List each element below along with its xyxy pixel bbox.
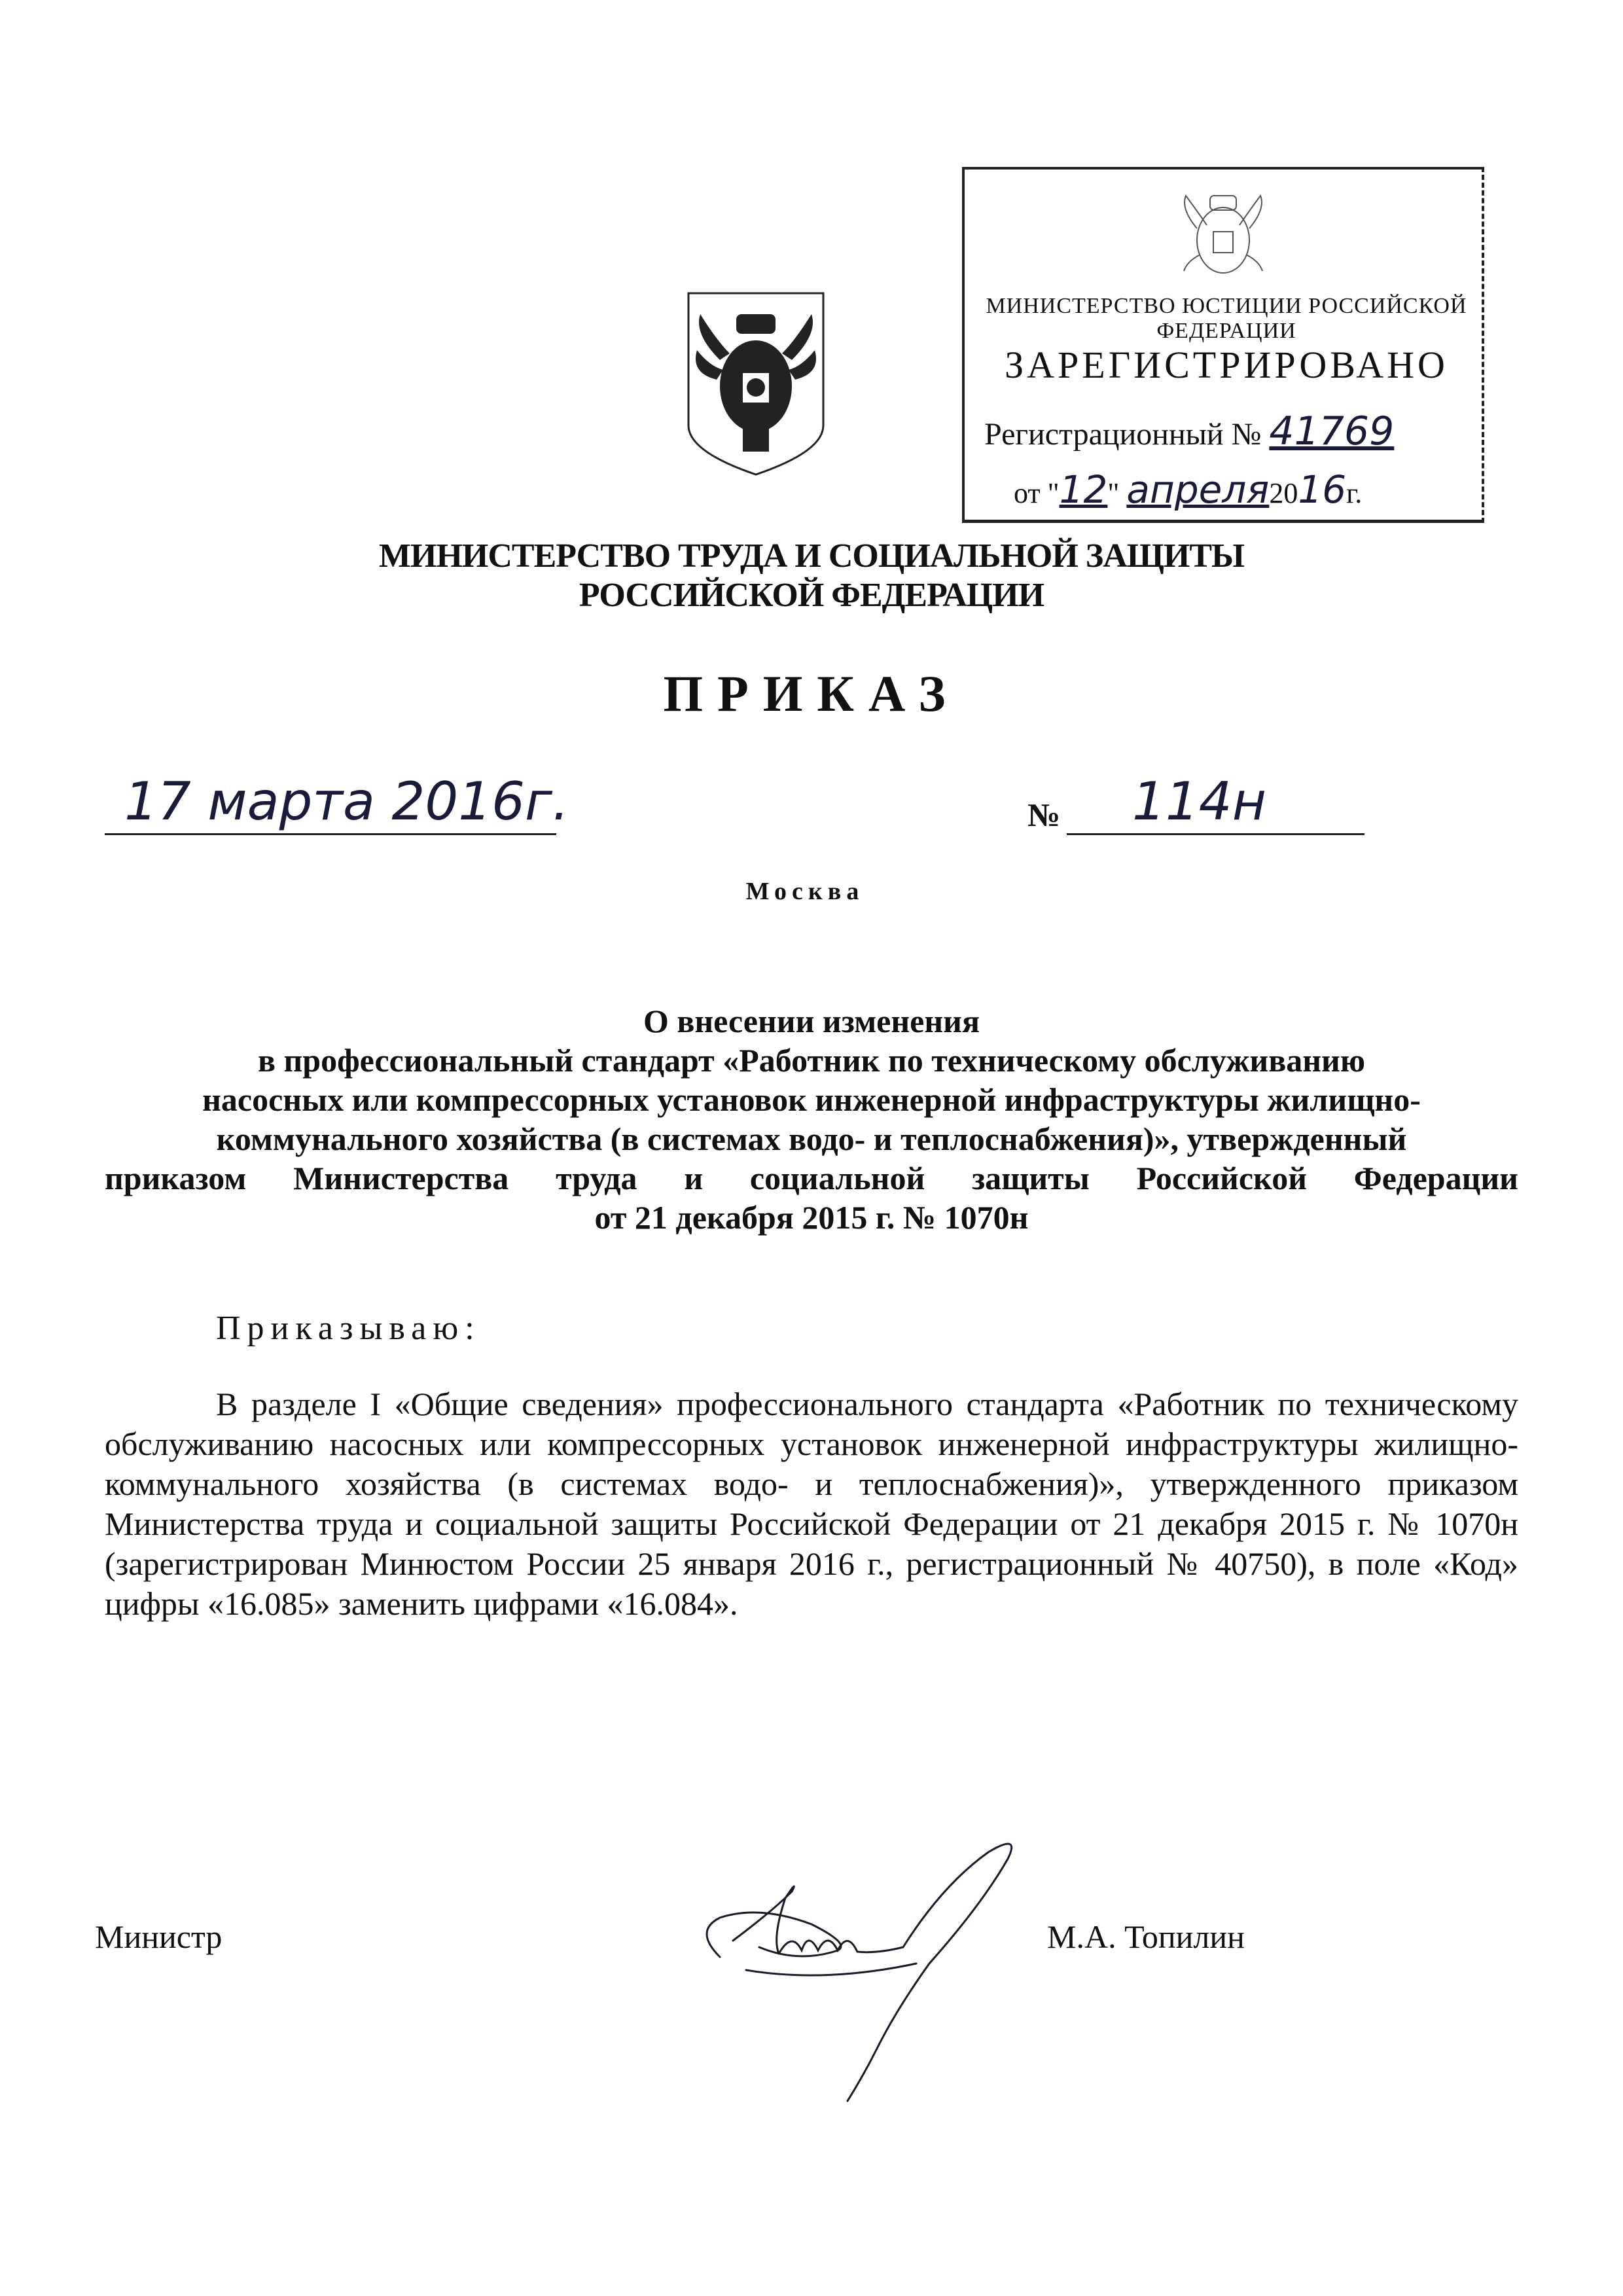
subject-line-5: приказом Министерства труда и социальной защиты Российской Федерации xyxy=(105,1160,1518,1196)
stamp-date-row xyxy=(1014,467,1362,512)
order-subject xyxy=(105,1001,1518,1237)
order-number-line xyxy=(1067,771,1364,835)
order-date: 17 марта 2016г. xyxy=(124,771,569,832)
stamp-date-year-prefix: 20 xyxy=(1269,477,1298,509)
subject-line-3: насосных или компрессорных установок инженерной инфраструктуры жилищно- xyxy=(202,1081,1421,1118)
stamp-date-prefix: от " xyxy=(1014,477,1060,509)
stamp-date-end: г. xyxy=(1346,477,1363,509)
signer-name: М.А. Топилин xyxy=(1047,1918,1245,1955)
subject-line-6: от 21 декабря 2015 г. № 1070н xyxy=(594,1199,1029,1236)
ministry-header xyxy=(196,537,1427,615)
stamp-date-year-suffix: 16 xyxy=(1298,467,1347,512)
city: Москва xyxy=(745,878,865,905)
subject-line-2: в профессиональный стандарт «Работник по техническому обслуживанию xyxy=(257,1042,1366,1079)
document-type-title: ПРИКАЗ xyxy=(663,665,960,722)
signer-role: Министр xyxy=(95,1918,223,1955)
ministry-line-2: РОССИЙСКОЙ ФЕДЕРАЦИИ xyxy=(579,577,1044,614)
subject-line-1: О внесении изменения xyxy=(643,1003,980,1039)
order-date-line xyxy=(105,771,569,835)
stamp-ministry-text: МИНИСТЕРСТВО ЮСТИЦИИ РОССИЙСКОЙ ФЕДЕРАЦИИ xyxy=(986,294,1467,343)
order-body-paragraph: В разделе I «Общие сведения» профессионального стандарта «Работник по техническому обслуживанию насосных или компрессорных установок инженерной инфраструктуры жилищно-коммунального хозяйства (в системах водо- и теплоснабжения)», утвержденного приказом Министерства труда и социальной защиты Российской Федерации от 21 декабря 2015 г. № 1070н (зарегистрирован Минюстом России 25 января 2016 г., регистрационный № 40750), в поле «Код» цифры «16.085» заменить цифрами «16.084». xyxy=(105,1386,1518,1622)
order-number-block xyxy=(1027,771,1368,833)
handwritten-signature xyxy=(681,1833,1047,2108)
order-number-label: № xyxy=(1027,797,1061,833)
stamp-reg-number-row xyxy=(984,408,1394,454)
stamp-date-day: 12 xyxy=(1059,467,1108,512)
subject-line-4: коммунального хозяйства (в системах водо- и теплоснабжения)», утвержденный xyxy=(216,1121,1407,1157)
order-number: 114н xyxy=(1132,771,1266,832)
stamp-registered-text: ЗАРЕГИСТРИРОВАНО xyxy=(1005,344,1448,386)
stamp-emblem-icon xyxy=(1174,189,1272,281)
stamp-date-month: апреля xyxy=(1126,467,1270,512)
stamp-reg-number: 41769 xyxy=(1269,408,1395,454)
coat-of-arms-emblem xyxy=(681,288,831,478)
stamp-reg-label: Регистрационный № xyxy=(984,417,1262,452)
ministry-line-1: МИНИСТЕРСТВО ТРУДА И СОЦИАЛЬНОЙ ЗАЩИТЫ xyxy=(378,537,1245,575)
registration-stamp xyxy=(962,167,1484,523)
stamp-date-quote: " xyxy=(1107,477,1120,509)
order-directive-word: Приказываю: xyxy=(216,1310,481,1347)
